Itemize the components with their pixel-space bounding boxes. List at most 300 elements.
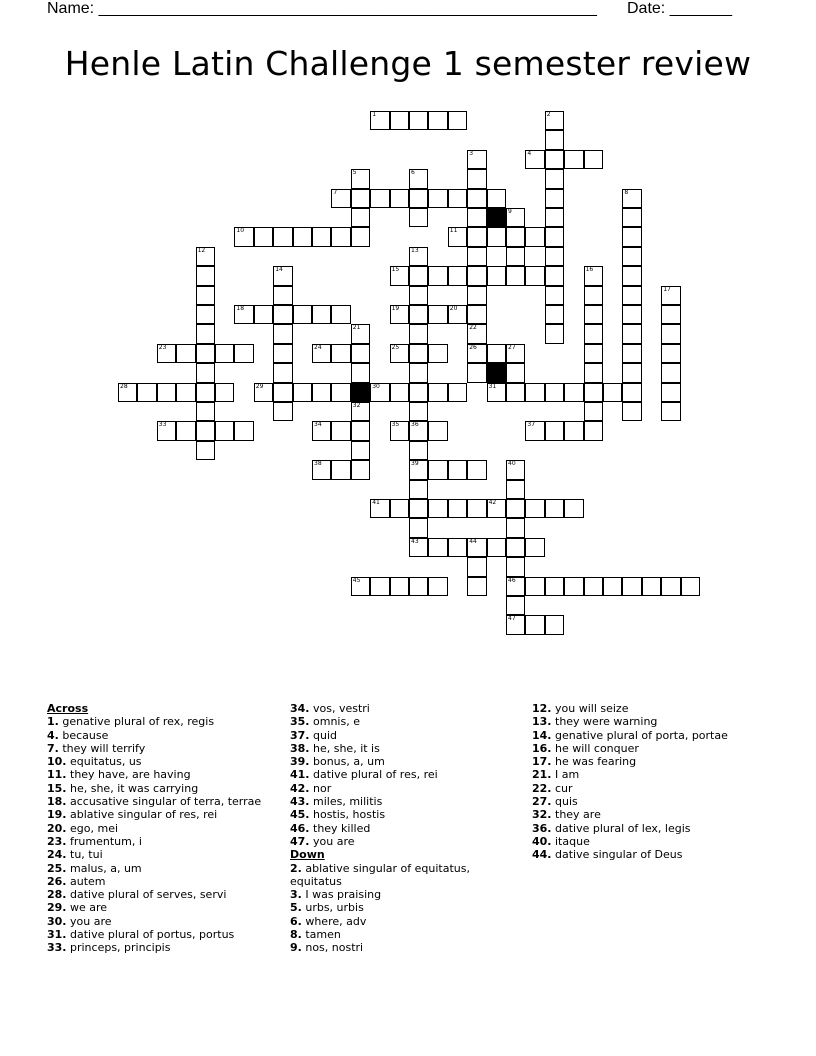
crossword-cell[interactable]	[196, 247, 215, 266]
crossword-cell[interactable]	[584, 150, 603, 169]
crossword-cell[interactable]	[584, 402, 603, 421]
crossword-cell[interactable]	[409, 266, 428, 285]
crossword-cell[interactable]	[234, 344, 253, 363]
crossword-cell[interactable]	[661, 324, 680, 343]
crossword-cell[interactable]	[545, 615, 564, 634]
crossword-cell[interactable]	[370, 383, 389, 402]
crossword-cell[interactable]	[467, 305, 486, 324]
crossword-cell[interactable]	[351, 324, 370, 343]
crossword-cell[interactable]	[196, 421, 215, 440]
cell-number: 15	[391, 266, 400, 274]
crossword-cell[interactable]	[234, 305, 253, 324]
clue-item	[290, 755, 530, 768]
crossword-cell[interactable]	[584, 324, 603, 343]
clue-section-heading: Across	[47, 702, 89, 715]
crossword-cell[interactable]	[661, 344, 680, 363]
crossword-cell[interactable]	[390, 383, 409, 402]
crossword-cell[interactable]	[448, 305, 467, 324]
clue-text: we are	[70, 901, 108, 915]
crossword-cell[interactable]	[467, 247, 486, 266]
crossword-cell[interactable]	[584, 421, 603, 440]
crossword-cell[interactable]	[525, 227, 544, 246]
crossword-cell[interactable]	[506, 577, 525, 596]
crossword-cell[interactable]	[428, 421, 447, 440]
crossword-cell[interactable]	[428, 538, 447, 557]
crossword-cell[interactable]	[409, 189, 428, 208]
crossword-cell[interactable]	[467, 344, 486, 363]
crossword-cell[interactable]	[409, 518, 428, 537]
crossword-cell[interactable]	[409, 286, 428, 305]
crossword-cell[interactable]	[506, 596, 525, 615]
crossword-cell[interactable]	[622, 383, 641, 402]
crossword-cell[interactable]	[525, 421, 544, 440]
crossword-cell[interactable]	[467, 286, 486, 305]
crossword-cell[interactable]	[157, 344, 176, 363]
clue-text: quid	[313, 728, 337, 742]
crossword-cell[interactable]	[506, 363, 525, 382]
cell-number: 23	[158, 343, 167, 351]
crossword-cell[interactable]	[234, 421, 253, 440]
crossword-cell[interactable]	[196, 402, 215, 421]
crossword-cell[interactable]	[545, 266, 564, 285]
crossword-cell[interactable]	[390, 344, 409, 363]
clue-item	[290, 822, 530, 835]
clue-number: 7.	[47, 741, 59, 755]
crossword-cell[interactable]	[622, 344, 641, 363]
clue-column-1	[47, 702, 287, 955]
cell-number: 25	[391, 343, 400, 351]
crossword-cell[interactable]	[118, 383, 137, 402]
crossword-cell[interactable]	[448, 383, 467, 402]
crossword-cell[interactable]	[467, 208, 486, 227]
crossword-cell[interactable]	[603, 383, 622, 402]
crossword-cell[interactable]	[661, 286, 680, 305]
crossword-cell[interactable]	[467, 324, 486, 343]
crossword-cell[interactable]	[545, 111, 564, 130]
crossword-cell[interactable]	[428, 577, 447, 596]
crossword-cell[interactable]	[622, 402, 641, 421]
crossword-cell[interactable]	[331, 421, 350, 440]
crossword-cell[interactable]	[293, 383, 312, 402]
crossword-cell[interactable]	[448, 460, 467, 479]
crossword-cell[interactable]	[467, 577, 486, 596]
crossword-cell[interactable]	[409, 324, 428, 343]
crossword-cell[interactable]	[564, 577, 583, 596]
cell-number: 13	[411, 246, 419, 254]
crossword-cell[interactable]	[584, 363, 603, 382]
crossword-cell[interactable]	[176, 344, 195, 363]
crossword-cell[interactable]	[428, 111, 447, 130]
crossword-cell[interactable]	[273, 266, 292, 285]
crossword-cell[interactable]	[506, 538, 525, 557]
crossword-cell[interactable]	[622, 247, 641, 266]
crossword-cell[interactable]	[622, 227, 641, 246]
clue-text: they were warning	[555, 715, 658, 729]
crossword-cell[interactable]	[487, 266, 506, 285]
crossword-cell[interactable]	[428, 499, 447, 518]
date-line[interactable]: Date: _______	[627, 0, 732, 17]
crossword-cell[interactable]	[506, 208, 525, 227]
crossword-cell[interactable]	[215, 383, 234, 402]
clue-text: tu, tui	[70, 848, 103, 862]
crossword-cell[interactable]	[506, 557, 525, 576]
clue-number: 11.	[47, 768, 67, 782]
crossword-cell[interactable]	[506, 247, 525, 266]
clue-item	[532, 795, 792, 808]
crossword-cell[interactable]	[525, 383, 544, 402]
black-cell	[351, 383, 370, 402]
cell-number: 26	[469, 343, 477, 351]
clue-number: 8.	[290, 928, 302, 942]
crossword-cell[interactable]	[370, 111, 389, 130]
crossword-cell[interactable]	[525, 538, 544, 557]
crossword-cell[interactable]	[409, 247, 428, 266]
crossword-cell[interactable]	[196, 441, 215, 460]
clue-item	[532, 782, 792, 795]
clue-number: 41.	[290, 768, 310, 782]
name-line[interactable]: Name: ________________________________________________________	[47, 0, 597, 17]
crossword-cell[interactable]	[642, 577, 661, 596]
crossword-cell[interactable]	[157, 421, 176, 440]
crossword-cell[interactable]	[273, 402, 292, 421]
clue-number: 21.	[532, 768, 552, 782]
crossword-cell[interactable]	[545, 499, 564, 518]
crossword-cell[interactable]	[273, 363, 292, 382]
crossword-cell[interactable]	[545, 189, 564, 208]
crossword-cell[interactable]	[409, 402, 428, 421]
crossword-cell[interactable]	[525, 150, 544, 169]
crossword-cell[interactable]	[545, 577, 564, 596]
crossword-cell[interactable]	[370, 189, 389, 208]
crossword-cell[interactable]	[545, 247, 564, 266]
black-cell	[487, 208, 506, 227]
crossword-cell[interactable]	[448, 227, 467, 246]
crossword-cell[interactable]	[273, 227, 292, 246]
crossword-cell[interactable]	[467, 460, 486, 479]
crossword-cell[interactable]	[196, 363, 215, 382]
crossword-cell[interactable]	[622, 324, 641, 343]
clue-number: 40.	[532, 834, 552, 848]
crossword-cell[interactable]	[467, 150, 486, 169]
clue-number: 13.	[532, 715, 552, 729]
crossword-cell[interactable]	[564, 499, 583, 518]
clue-text: because	[62, 728, 109, 742]
crossword-cell[interactable]	[545, 305, 564, 324]
crossword-cell[interactable]	[390, 421, 409, 440]
clue-number: 44.	[532, 848, 552, 862]
cell-number: 39	[411, 460, 419, 468]
crossword-cell[interactable]	[273, 344, 292, 363]
crossword-cell[interactable]	[545, 150, 564, 169]
crossword-cell[interactable]	[331, 189, 350, 208]
clue-number: 24.	[47, 848, 67, 862]
clue-number: 37.	[290, 728, 310, 742]
crossword-cell[interactable]	[176, 421, 195, 440]
crossword-cell[interactable]	[351, 402, 370, 421]
cell-number: 9	[508, 208, 512, 215]
crossword-cell[interactable]	[312, 344, 331, 363]
crossword-cell[interactable]	[525, 499, 544, 518]
cell-number: 24	[314, 343, 322, 351]
cell-number: 3	[469, 149, 474, 157]
clue-item	[532, 822, 792, 835]
crossword-cell[interactable]	[351, 363, 370, 382]
crossword-cell[interactable]	[584, 286, 603, 305]
crossword-cell[interactable]	[409, 421, 428, 440]
clue-number: 26.	[47, 874, 67, 888]
crossword-cell[interactable]	[622, 363, 641, 382]
crossword-cell[interactable]	[196, 286, 215, 305]
crossword-cell[interactable]	[584, 344, 603, 363]
clue-item	[47, 782, 287, 795]
crossword-cell[interactable]	[409, 111, 428, 130]
crossword-cell[interactable]	[545, 286, 564, 305]
crossword-cell[interactable]	[254, 305, 273, 324]
clue-number: 45.	[290, 808, 310, 822]
crossword-cell[interactable]	[428, 460, 447, 479]
crossword-cell[interactable]	[506, 344, 525, 363]
crossword-cell[interactable]	[331, 383, 350, 402]
crossword-cell[interactable]	[506, 460, 525, 479]
crossword-cell[interactable]	[351, 227, 370, 246]
crossword-cell[interactable]	[545, 130, 564, 149]
crossword-cell[interactable]	[409, 538, 428, 557]
clue-number: 9.	[290, 941, 302, 955]
crossword-cell[interactable]	[428, 266, 447, 285]
crossword-cell[interactable]	[448, 266, 467, 285]
crossword-cell[interactable]	[331, 344, 350, 363]
clue-text: dative plural of portus, portus	[70, 928, 235, 942]
clue-number: 18.	[47, 795, 67, 809]
crossword-cell[interactable]	[661, 402, 680, 421]
crossword-cell[interactable]	[390, 305, 409, 324]
clue-number: 28.	[47, 888, 67, 902]
clue-text: they will terrify	[62, 741, 146, 755]
crossword-cell[interactable]	[409, 305, 428, 324]
clue-item	[47, 875, 287, 888]
cell-number: 7	[333, 188, 338, 196]
crossword-cell[interactable]	[506, 383, 525, 402]
crossword-cell[interactable]	[448, 538, 467, 557]
crossword-cell[interactable]	[215, 421, 234, 440]
crossword-cell[interactable]	[584, 577, 603, 596]
clue-item	[532, 835, 792, 848]
crossword-cell[interactable]	[409, 344, 428, 363]
crossword-cell[interactable]	[622, 577, 641, 596]
crossword-cell[interactable]	[545, 227, 564, 246]
crossword-cell[interactable]	[234, 227, 253, 246]
crossword-cell[interactable]	[428, 189, 447, 208]
crossword-cell[interactable]	[506, 480, 525, 499]
crossword-cell[interactable]	[622, 305, 641, 324]
clue-item	[290, 702, 530, 715]
crossword-cell[interactable]	[196, 383, 215, 402]
crossword-cell[interactable]	[370, 577, 389, 596]
crossword-cell[interactable]	[409, 208, 428, 227]
crossword-cell[interactable]	[390, 577, 409, 596]
crossword-cell[interactable]	[312, 460, 331, 479]
crossword-cell[interactable]	[331, 227, 350, 246]
crossword-cell[interactable]	[312, 383, 331, 402]
crossword-cell[interactable]	[525, 577, 544, 596]
cell-number: 22	[469, 324, 477, 332]
clue-text: you are	[313, 834, 355, 848]
crossword-cell[interactable]	[293, 227, 312, 246]
crossword-cell[interactable]	[506, 518, 525, 537]
black-cell	[487, 363, 506, 382]
cell-number: 10	[236, 227, 245, 235]
crossword-cell[interactable]	[564, 150, 583, 169]
crossword-cell[interactable]	[428, 305, 447, 324]
crossword-cell[interactable]	[351, 421, 370, 440]
crossword-cell[interactable]	[428, 383, 447, 402]
crossword-cell[interactable]	[448, 499, 467, 518]
crossword-cell[interactable]	[622, 189, 641, 208]
crossword-cell[interactable]	[467, 499, 486, 518]
cell-number: 5	[352, 169, 357, 177]
crossword-cell[interactable]	[312, 421, 331, 440]
crossword-cell[interactable]	[506, 499, 525, 518]
crossword-cell[interactable]	[215, 344, 234, 363]
crossword-cell[interactable]	[661, 363, 680, 382]
clue-number: 46.	[290, 821, 310, 835]
crossword-cell[interactable]	[370, 499, 389, 518]
clue-text: they have, are having	[70, 768, 191, 782]
crossword-cell[interactable]	[351, 189, 370, 208]
crossword-cell[interactable]	[603, 577, 622, 596]
crossword-cell[interactable]	[273, 324, 292, 343]
clue-number: 42.	[290, 781, 310, 795]
crossword-cell[interactable]	[525, 615, 544, 634]
crossword-cell[interactable]	[351, 460, 370, 479]
crossword-cell[interactable]	[487, 344, 506, 363]
crossword-cell[interactable]	[467, 266, 486, 285]
crossword-cell[interactable]	[506, 227, 525, 246]
crossword-cell[interactable]	[661, 577, 680, 596]
crossword-cell[interactable]	[176, 383, 195, 402]
crossword-cell[interactable]	[409, 363, 428, 382]
crossword-cell[interactable]	[564, 421, 583, 440]
crossword-cell[interactable]	[545, 421, 564, 440]
crossword-cell[interactable]	[331, 460, 350, 479]
clue-number: 47.	[290, 834, 310, 848]
crossword-cell[interactable]	[351, 344, 370, 363]
clue-text: bonus, a, um	[313, 755, 385, 769]
clue-text: urbs, urbis	[305, 901, 364, 915]
crossword-cell[interactable]	[254, 227, 273, 246]
crossword-cell[interactable]	[545, 324, 564, 343]
crossword-cell[interactable]	[661, 305, 680, 324]
crossword-cell[interactable]	[525, 266, 544, 285]
crossword-cell[interactable]	[273, 383, 292, 402]
clue-item	[532, 742, 792, 755]
crossword-cell[interactable]	[196, 324, 215, 343]
crossword-cell[interactable]	[467, 189, 486, 208]
crossword-cell[interactable]	[331, 305, 350, 324]
cell-number: 28	[120, 382, 128, 390]
clue-section-heading: Down	[290, 848, 325, 862]
cell-number: 27	[508, 343, 516, 351]
clue-text: he, she, it was carrying	[70, 781, 199, 795]
crossword-cell[interactable]	[196, 305, 215, 324]
crossword-cell[interactable]	[564, 383, 583, 402]
crossword-cell[interactable]	[487, 499, 506, 518]
crossword-cell[interactable]	[506, 615, 525, 634]
crossword-cell[interactable]	[428, 344, 447, 363]
crossword-cell[interactable]	[137, 383, 156, 402]
crossword-cell[interactable]	[409, 499, 428, 518]
crossword-cell[interactable]	[409, 383, 428, 402]
crossword-cell[interactable]	[584, 266, 603, 285]
crossword-cell[interactable]	[487, 383, 506, 402]
crossword-cell[interactable]	[545, 383, 564, 402]
crossword-cell[interactable]	[273, 286, 292, 305]
clue-item	[290, 941, 530, 954]
crossword-cell[interactable]	[351, 441, 370, 460]
cell-number: 21	[352, 324, 361, 332]
crossword-cell[interactable]	[622, 286, 641, 305]
crossword-cell[interactable]	[390, 266, 409, 285]
crossword-cell[interactable]	[254, 383, 273, 402]
crossword-cell[interactable]	[157, 383, 176, 402]
crossword-cell[interactable]	[487, 227, 506, 246]
clue-item	[290, 808, 530, 821]
crossword-cell[interactable]	[409, 441, 428, 460]
crossword-cell[interactable]	[545, 169, 564, 188]
crossword-cell[interactable]	[506, 266, 525, 285]
crossword-cell[interactable]	[390, 189, 409, 208]
crossword-cell[interactable]	[448, 189, 467, 208]
crossword-cell[interactable]	[351, 208, 370, 227]
clue-column-3	[532, 702, 792, 862]
crossword-cell[interactable]	[681, 577, 700, 596]
clue-number: 4.	[47, 728, 59, 742]
crossword-cell[interactable]	[661, 383, 680, 402]
crossword-cell[interactable]	[390, 499, 409, 518]
crossword-cell[interactable]	[487, 189, 506, 208]
crossword-cell[interactable]	[351, 169, 370, 188]
crossword-cell[interactable]	[409, 169, 428, 188]
crossword-cell[interactable]	[545, 208, 564, 227]
crossword-cell[interactable]	[390, 111, 409, 130]
crossword-cell[interactable]	[293, 305, 312, 324]
crossword-cell[interactable]	[409, 460, 428, 479]
crossword-cell[interactable]	[487, 538, 506, 557]
crossword-cell[interactable]	[312, 227, 331, 246]
crossword-cell[interactable]	[467, 538, 486, 557]
crossword-cell[interactable]	[351, 577, 370, 596]
crossword-cell[interactable]	[467, 169, 486, 188]
crossword-cell[interactable]	[448, 111, 467, 130]
clue-item	[290, 768, 530, 781]
crossword-cell[interactable]	[622, 208, 641, 227]
crossword-cell[interactable]	[196, 266, 215, 285]
cell-number: 36	[411, 421, 419, 429]
crossword-cell[interactable]	[622, 266, 641, 285]
crossword-cell[interactable]	[584, 383, 603, 402]
clue-text: genative plural of porta, portae	[555, 728, 728, 742]
crossword-cell[interactable]	[467, 363, 486, 382]
crossword-cell[interactable]	[273, 305, 292, 324]
crossword-cell[interactable]	[409, 577, 428, 596]
crossword-cell[interactable]	[196, 344, 215, 363]
crossword-cell[interactable]	[312, 305, 331, 324]
crossword-cell[interactable]	[409, 480, 428, 499]
clue-number: 23.	[47, 834, 67, 848]
crossword-cell[interactable]	[584, 305, 603, 324]
crossword-cell[interactable]	[467, 557, 486, 576]
crossword-cell[interactable]	[467, 227, 486, 246]
